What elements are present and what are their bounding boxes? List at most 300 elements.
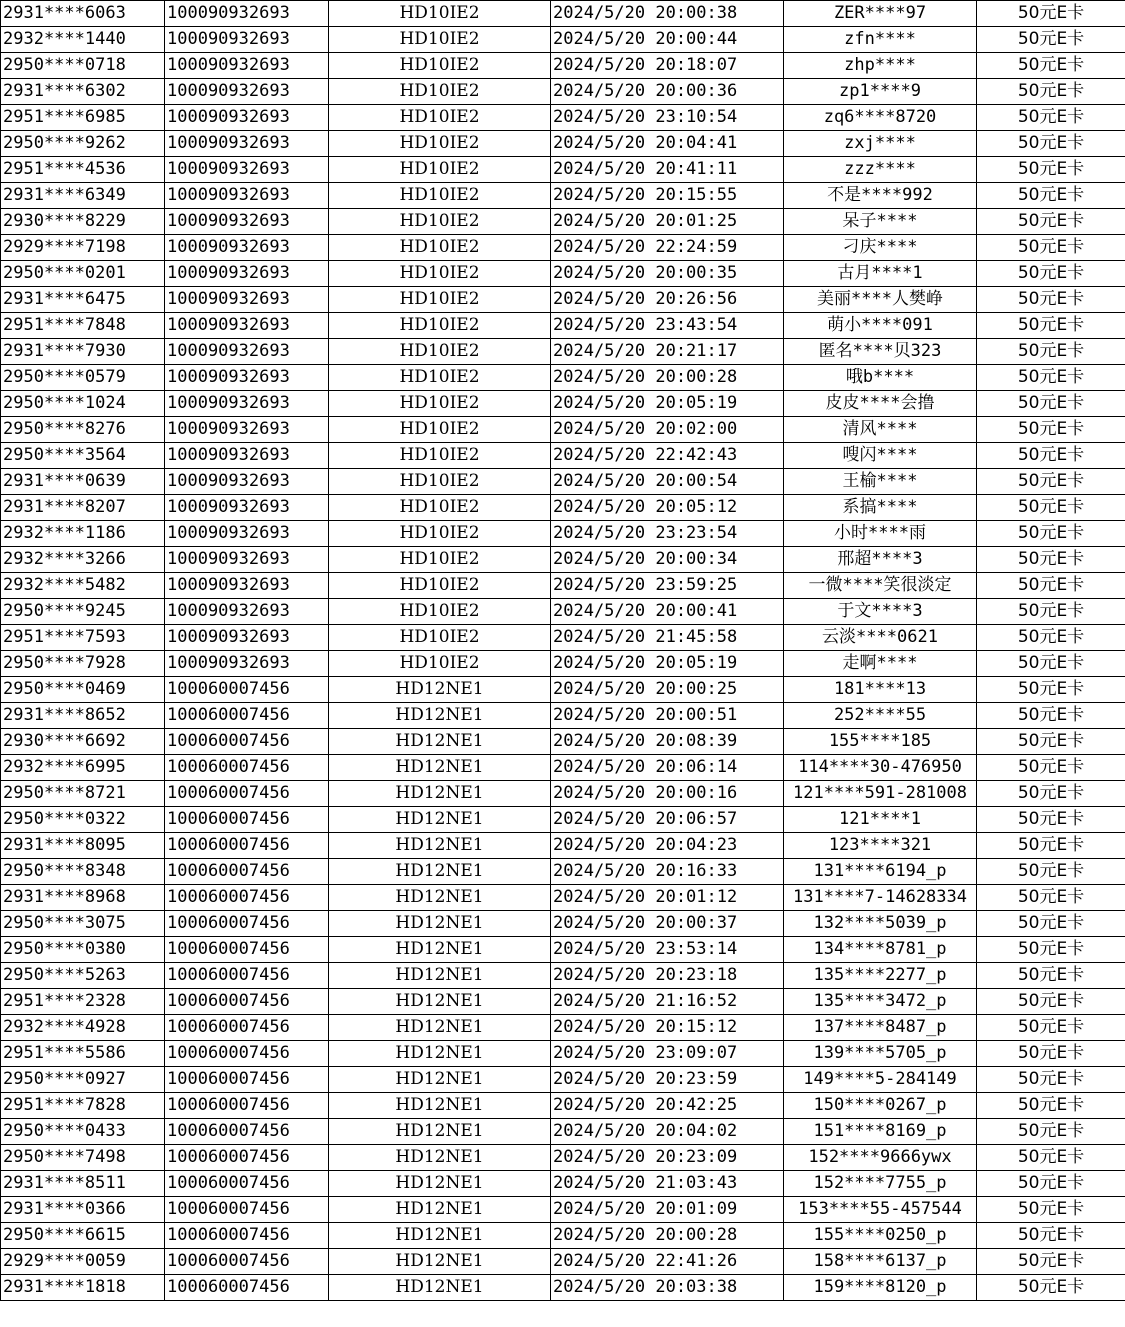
code-cell: HD10IE2 bbox=[329, 105, 551, 131]
table-row bbox=[1, 183, 1125, 209]
phone-cell: 2931****6063 bbox=[1, 1, 165, 27]
table-row bbox=[1, 781, 1125, 807]
prize-cell: 50元E卡 bbox=[977, 729, 1125, 755]
table-row bbox=[1, 469, 1125, 495]
phone-cell: 2931****8652 bbox=[1, 703, 165, 729]
nickname-cell: 158****6137_p bbox=[784, 1249, 977, 1275]
prize-cell: 50元E卡 bbox=[977, 391, 1125, 417]
order-id-cell: 100060007456 bbox=[165, 729, 329, 755]
prize-cell: 50元E卡 bbox=[977, 1, 1125, 27]
time-cell: 2024/5/20 20:21:17 bbox=[551, 339, 784, 365]
nickname-cell: 一微****笑很淡定 bbox=[784, 573, 977, 599]
table-row bbox=[1, 1249, 1125, 1275]
phone-cell: 2950****7928 bbox=[1, 651, 165, 677]
code-cell: HD12NE1 bbox=[329, 859, 551, 885]
prize-cell: 50元E卡 bbox=[977, 937, 1125, 963]
phone-cell: 2929****7198 bbox=[1, 235, 165, 261]
prize-cell: 50元E卡 bbox=[977, 79, 1125, 105]
time-cell: 2024/5/20 20:00:25 bbox=[551, 677, 784, 703]
time-cell: 2024/5/20 20:00:28 bbox=[551, 1223, 784, 1249]
nickname-cell: zp1****9 bbox=[784, 79, 977, 105]
nickname-cell: 刁庆**** bbox=[784, 235, 977, 261]
nickname-cell: 清风**** bbox=[784, 417, 977, 443]
prize-cell: 50元E卡 bbox=[977, 209, 1125, 235]
time-cell: 2024/5/20 20:02:00 bbox=[551, 417, 784, 443]
prize-cell: 50元E卡 bbox=[977, 287, 1125, 313]
order-id-cell: 100090932693 bbox=[165, 79, 329, 105]
time-cell: 2024/5/20 23:43:54 bbox=[551, 313, 784, 339]
phone-cell: 2951****7593 bbox=[1, 625, 165, 651]
table-row bbox=[1, 1015, 1125, 1041]
nickname-cell: 于文****3 bbox=[784, 599, 977, 625]
code-cell: HD12NE1 bbox=[329, 1197, 551, 1223]
prize-cell: 50元E卡 bbox=[977, 1249, 1125, 1275]
time-cell: 2024/5/20 22:41:26 bbox=[551, 1249, 784, 1275]
order-id-cell: 100090932693 bbox=[165, 417, 329, 443]
order-id-cell: 100060007456 bbox=[165, 1041, 329, 1067]
phone-cell: 2950****0201 bbox=[1, 261, 165, 287]
nickname-cell: 美丽****人樊峥 bbox=[784, 287, 977, 313]
table-row bbox=[1, 833, 1125, 859]
time-cell: 2024/5/20 20:00:36 bbox=[551, 79, 784, 105]
code-cell: HD10IE2 bbox=[329, 339, 551, 365]
code-cell: HD12NE1 bbox=[329, 1067, 551, 1093]
table-row bbox=[1, 313, 1125, 339]
prize-cell: 50元E卡 bbox=[977, 1275, 1125, 1301]
order-id-cell: 100090932693 bbox=[165, 235, 329, 261]
order-id-cell: 100090932693 bbox=[165, 131, 329, 157]
prize-cell: 50元E卡 bbox=[977, 157, 1125, 183]
time-cell: 2024/5/20 20:05:12 bbox=[551, 495, 784, 521]
prize-cell: 50元E卡 bbox=[977, 1015, 1125, 1041]
prize-cell: 50元E卡 bbox=[977, 885, 1125, 911]
prize-cell: 50元E卡 bbox=[977, 1197, 1125, 1223]
table-row bbox=[1, 27, 1125, 53]
time-cell: 2024/5/20 20:06:14 bbox=[551, 755, 784, 781]
prize-cell: 50元E卡 bbox=[977, 495, 1125, 521]
time-cell: 2024/5/20 20:00:35 bbox=[551, 261, 784, 287]
nickname-cell: ZER****97 bbox=[784, 1, 977, 27]
table-row bbox=[1, 105, 1125, 131]
code-cell: HD12NE1 bbox=[329, 781, 551, 807]
phone-cell: 2932****6995 bbox=[1, 755, 165, 781]
table-row bbox=[1, 599, 1125, 625]
nickname-cell: 121****1 bbox=[784, 807, 977, 833]
order-id-cell: 100060007456 bbox=[165, 755, 329, 781]
phone-cell: 2932****1186 bbox=[1, 521, 165, 547]
order-id-cell: 100090932693 bbox=[165, 443, 329, 469]
order-id-cell: 100090932693 bbox=[165, 339, 329, 365]
nickname-cell: 252****55 bbox=[784, 703, 977, 729]
phone-cell: 2951****7828 bbox=[1, 1093, 165, 1119]
code-cell: HD12NE1 bbox=[329, 833, 551, 859]
prize-cell: 50元E卡 bbox=[977, 443, 1125, 469]
code-cell: HD12NE1 bbox=[329, 963, 551, 989]
phone-cell: 2950****3564 bbox=[1, 443, 165, 469]
nickname-cell: 不是****992 bbox=[784, 183, 977, 209]
phone-cell: 2950****1024 bbox=[1, 391, 165, 417]
time-cell: 2024/5/20 22:24:59 bbox=[551, 235, 784, 261]
prize-cell: 50元E卡 bbox=[977, 599, 1125, 625]
prize-cell: 50元E卡 bbox=[977, 859, 1125, 885]
order-id-cell: 100060007456 bbox=[165, 1093, 329, 1119]
code-cell: HD10IE2 bbox=[329, 521, 551, 547]
code-cell: HD10IE2 bbox=[329, 651, 551, 677]
nickname-cell: 155****185 bbox=[784, 729, 977, 755]
phone-cell: 2950****0718 bbox=[1, 53, 165, 79]
phone-cell: 2950****8721 bbox=[1, 781, 165, 807]
prize-cell: 50元E卡 bbox=[977, 521, 1125, 547]
table-row bbox=[1, 677, 1125, 703]
nickname-cell: 匿名****贝323 bbox=[784, 339, 977, 365]
table-row bbox=[1, 79, 1125, 105]
nickname-cell: 皮皮****会撸 bbox=[784, 391, 977, 417]
nickname-cell: zq6****8720 bbox=[784, 105, 977, 131]
prize-cell: 50元E卡 bbox=[977, 807, 1125, 833]
time-cell: 2024/5/20 20:03:38 bbox=[551, 1275, 784, 1301]
phone-cell: 2931****6302 bbox=[1, 79, 165, 105]
prize-cell: 50元E卡 bbox=[977, 963, 1125, 989]
time-cell: 2024/5/20 20:04:23 bbox=[551, 833, 784, 859]
order-id-cell: 100090932693 bbox=[165, 651, 329, 677]
time-cell: 2024/5/20 20:05:19 bbox=[551, 391, 784, 417]
nickname-cell: zhp**** bbox=[784, 53, 977, 79]
table-row bbox=[1, 521, 1125, 547]
phone-cell: 2932****1440 bbox=[1, 27, 165, 53]
nickname-cell: 135****3472_p bbox=[784, 989, 977, 1015]
code-cell: HD10IE2 bbox=[329, 79, 551, 105]
table-row bbox=[1, 1119, 1125, 1145]
nickname-cell: 137****8487_p bbox=[784, 1015, 977, 1041]
table-row bbox=[1, 573, 1125, 599]
time-cell: 2024/5/20 20:00:51 bbox=[551, 703, 784, 729]
table-row bbox=[1, 365, 1125, 391]
code-cell: HD12NE1 bbox=[329, 1275, 551, 1301]
time-cell: 2024/5/20 22:42:43 bbox=[551, 443, 784, 469]
code-cell: HD10IE2 bbox=[329, 495, 551, 521]
prize-cell: 50元E卡 bbox=[977, 183, 1125, 209]
phone-cell: 2930****8229 bbox=[1, 209, 165, 235]
order-id-cell: 100060007456 bbox=[165, 911, 329, 937]
time-cell: 2024/5/20 23:53:14 bbox=[551, 937, 784, 963]
code-cell: HD10IE2 bbox=[329, 131, 551, 157]
prize-cell: 50元E卡 bbox=[977, 547, 1125, 573]
phone-cell: 2951****4536 bbox=[1, 157, 165, 183]
table-row bbox=[1, 703, 1125, 729]
code-cell: HD10IE2 bbox=[329, 209, 551, 235]
time-cell: 2024/5/20 20:00:34 bbox=[551, 547, 784, 573]
table-row bbox=[1, 235, 1125, 261]
time-cell: 2024/5/20 20:08:39 bbox=[551, 729, 784, 755]
time-cell: 2024/5/20 20:04:02 bbox=[551, 1119, 784, 1145]
order-id-cell: 100090932693 bbox=[165, 573, 329, 599]
nickname-cell: 123****321 bbox=[784, 833, 977, 859]
time-cell: 2024/5/20 20:00:38 bbox=[551, 1, 784, 27]
order-id-cell: 100090932693 bbox=[165, 469, 329, 495]
phone-cell: 2931****6475 bbox=[1, 287, 165, 313]
nickname-cell: 哦b**** bbox=[784, 365, 977, 391]
phone-cell: 2950****0927 bbox=[1, 1067, 165, 1093]
order-id-cell: 100090932693 bbox=[165, 105, 329, 131]
time-cell: 2024/5/20 23:59:25 bbox=[551, 573, 784, 599]
nickname-cell: 114****30-476950 bbox=[784, 755, 977, 781]
order-id-cell: 100060007456 bbox=[165, 1067, 329, 1093]
code-cell: HD10IE2 bbox=[329, 27, 551, 53]
time-cell: 2024/5/20 20:01:09 bbox=[551, 1197, 784, 1223]
order-id-cell: 100060007456 bbox=[165, 885, 329, 911]
order-id-cell: 100060007456 bbox=[165, 989, 329, 1015]
time-cell: 2024/5/20 20:26:56 bbox=[551, 287, 784, 313]
code-cell: HD12NE1 bbox=[329, 1223, 551, 1249]
nickname-cell: 萌小****091 bbox=[784, 313, 977, 339]
table-row bbox=[1, 1041, 1125, 1067]
phone-cell: 2930****6692 bbox=[1, 729, 165, 755]
table-row bbox=[1, 131, 1125, 157]
time-cell: 2024/5/20 23:09:07 bbox=[551, 1041, 784, 1067]
phone-cell: 2950****0380 bbox=[1, 937, 165, 963]
table-row bbox=[1, 859, 1125, 885]
phone-cell: 2932****5482 bbox=[1, 573, 165, 599]
phone-cell: 2931****0639 bbox=[1, 469, 165, 495]
prize-cell: 50元E卡 bbox=[977, 625, 1125, 651]
order-id-cell: 100060007456 bbox=[165, 963, 329, 989]
time-cell: 2024/5/20 21:03:43 bbox=[551, 1171, 784, 1197]
prize-cell: 50元E卡 bbox=[977, 313, 1125, 339]
nickname-cell: 121****591-281008 bbox=[784, 781, 977, 807]
order-id-cell: 100060007456 bbox=[165, 1119, 329, 1145]
time-cell: 2024/5/20 20:16:33 bbox=[551, 859, 784, 885]
code-cell: HD10IE2 bbox=[329, 157, 551, 183]
prize-cell: 50元E卡 bbox=[977, 989, 1125, 1015]
nickname-cell: 邢超****3 bbox=[784, 547, 977, 573]
order-id-cell: 100060007456 bbox=[165, 1249, 329, 1275]
table-row bbox=[1, 287, 1125, 313]
prize-cell: 50元E卡 bbox=[977, 573, 1125, 599]
code-cell: HD10IE2 bbox=[329, 469, 551, 495]
code-cell: HD10IE2 bbox=[329, 261, 551, 287]
table-row bbox=[1, 755, 1125, 781]
order-id-cell: 100060007456 bbox=[165, 807, 329, 833]
phone-cell: 2950****0579 bbox=[1, 365, 165, 391]
time-cell: 2024/5/20 20:18:07 bbox=[551, 53, 784, 79]
order-id-cell: 100090932693 bbox=[165, 599, 329, 625]
phone-cell: 2950****0322 bbox=[1, 807, 165, 833]
phone-cell: 2950****3075 bbox=[1, 911, 165, 937]
order-id-cell: 100090932693 bbox=[165, 53, 329, 79]
time-cell: 2024/5/20 23:23:54 bbox=[551, 521, 784, 547]
table-row bbox=[1, 53, 1125, 79]
table-row bbox=[1, 417, 1125, 443]
prize-cell: 50元E卡 bbox=[977, 1119, 1125, 1145]
phone-cell: 2931****1818 bbox=[1, 1275, 165, 1301]
prize-cell: 50元E卡 bbox=[977, 235, 1125, 261]
time-cell: 2024/5/20 23:10:54 bbox=[551, 105, 784, 131]
code-cell: HD10IE2 bbox=[329, 625, 551, 651]
nickname-cell: 134****8781_p bbox=[784, 937, 977, 963]
order-id-cell: 100060007456 bbox=[165, 703, 329, 729]
nickname-cell: 181****13 bbox=[784, 677, 977, 703]
nickname-cell: 152****9666ywx bbox=[784, 1145, 977, 1171]
nickname-cell: 云淡****0621 bbox=[784, 625, 977, 651]
table-row bbox=[1, 1093, 1125, 1119]
order-id-cell: 100090932693 bbox=[165, 157, 329, 183]
phone-cell: 2929****0059 bbox=[1, 1249, 165, 1275]
nickname-cell: 古月****1 bbox=[784, 261, 977, 287]
time-cell: 2024/5/20 20:42:25 bbox=[551, 1093, 784, 1119]
nickname-cell: 小时****雨 bbox=[784, 521, 977, 547]
order-id-cell: 100090932693 bbox=[165, 521, 329, 547]
prize-cell: 50元E卡 bbox=[977, 53, 1125, 79]
code-cell: HD10IE2 bbox=[329, 313, 551, 339]
prize-cell: 50元E卡 bbox=[977, 755, 1125, 781]
prize-cell: 50元E卡 bbox=[977, 911, 1125, 937]
code-cell: HD12NE1 bbox=[329, 677, 551, 703]
nickname-cell: 139****5705_p bbox=[784, 1041, 977, 1067]
table-row bbox=[1, 157, 1125, 183]
code-cell: HD12NE1 bbox=[329, 1041, 551, 1067]
nickname-cell: 149****5-284149 bbox=[784, 1067, 977, 1093]
phone-cell: 2951****5586 bbox=[1, 1041, 165, 1067]
nickname-cell: zfn**** bbox=[784, 27, 977, 53]
code-cell: HD12NE1 bbox=[329, 1145, 551, 1171]
order-id-cell: 100090932693 bbox=[165, 313, 329, 339]
table-row bbox=[1, 261, 1125, 287]
order-id-cell: 100090932693 bbox=[165, 365, 329, 391]
prize-cell: 50元E卡 bbox=[977, 1041, 1125, 1067]
prize-cell: 50元E卡 bbox=[977, 365, 1125, 391]
table-row bbox=[1, 885, 1125, 911]
time-cell: 2024/5/20 20:00:54 bbox=[551, 469, 784, 495]
table-row bbox=[1, 807, 1125, 833]
order-id-cell: 100060007456 bbox=[165, 937, 329, 963]
table-row bbox=[1, 625, 1125, 651]
order-id-cell: 100060007456 bbox=[165, 859, 329, 885]
code-cell: HD12NE1 bbox=[329, 807, 551, 833]
code-cell: HD10IE2 bbox=[329, 599, 551, 625]
order-id-cell: 100060007456 bbox=[165, 1197, 329, 1223]
time-cell: 2024/5/20 20:01:12 bbox=[551, 885, 784, 911]
phone-cell: 2931****6349 bbox=[1, 183, 165, 209]
order-id-cell: 100090932693 bbox=[165, 1, 329, 27]
table-body bbox=[1, 1, 1125, 1301]
code-cell: HD12NE1 bbox=[329, 1015, 551, 1041]
phone-cell: 2931****8207 bbox=[1, 495, 165, 521]
table-row bbox=[1, 989, 1125, 1015]
nickname-cell: 呆子**** bbox=[784, 209, 977, 235]
phone-cell: 2932****4928 bbox=[1, 1015, 165, 1041]
phone-cell: 2951****7848 bbox=[1, 313, 165, 339]
table-row bbox=[1, 1, 1125, 27]
order-id-cell: 100090932693 bbox=[165, 27, 329, 53]
prize-cell: 50元E卡 bbox=[977, 105, 1125, 131]
time-cell: 2024/5/20 20:05:19 bbox=[551, 651, 784, 677]
time-cell: 2024/5/20 20:06:57 bbox=[551, 807, 784, 833]
phone-cell: 2931****8095 bbox=[1, 833, 165, 859]
time-cell: 2024/5/20 20:00:41 bbox=[551, 599, 784, 625]
prize-cell: 50元E卡 bbox=[977, 677, 1125, 703]
order-id-cell: 100090932693 bbox=[165, 495, 329, 521]
nickname-cell: zzz**** bbox=[784, 157, 977, 183]
order-id-cell: 100060007456 bbox=[165, 1145, 329, 1171]
table-row bbox=[1, 963, 1125, 989]
prize-cell: 50元E卡 bbox=[977, 27, 1125, 53]
prize-cell: 50元E卡 bbox=[977, 651, 1125, 677]
table-row bbox=[1, 937, 1125, 963]
time-cell: 2024/5/20 20:00:37 bbox=[551, 911, 784, 937]
time-cell: 2024/5/20 20:00:28 bbox=[551, 365, 784, 391]
phone-cell: 2951****2328 bbox=[1, 989, 165, 1015]
table-row bbox=[1, 651, 1125, 677]
code-cell: HD10IE2 bbox=[329, 235, 551, 261]
time-cell: 2024/5/20 21:45:58 bbox=[551, 625, 784, 651]
phone-cell: 2931****0366 bbox=[1, 1197, 165, 1223]
order-id-cell: 100090932693 bbox=[165, 261, 329, 287]
table-row bbox=[1, 1145, 1125, 1171]
phone-cell: 2931****8968 bbox=[1, 885, 165, 911]
code-cell: HD10IE2 bbox=[329, 391, 551, 417]
code-cell: HD12NE1 bbox=[329, 1119, 551, 1145]
prize-cell: 50元E卡 bbox=[977, 261, 1125, 287]
table-row bbox=[1, 1197, 1125, 1223]
table-row bbox=[1, 209, 1125, 235]
time-cell: 2024/5/20 20:00:44 bbox=[551, 27, 784, 53]
order-id-cell: 100060007456 bbox=[165, 677, 329, 703]
phone-cell: 2950****0433 bbox=[1, 1119, 165, 1145]
time-cell: 2024/5/20 21:16:52 bbox=[551, 989, 784, 1015]
order-id-cell: 100060007456 bbox=[165, 833, 329, 859]
code-cell: HD12NE1 bbox=[329, 703, 551, 729]
prize-cell: 50元E卡 bbox=[977, 417, 1125, 443]
table-row bbox=[1, 729, 1125, 755]
nickname-cell: 嗖闪**** bbox=[784, 443, 977, 469]
code-cell: HD12NE1 bbox=[329, 937, 551, 963]
code-cell: HD12NE1 bbox=[329, 911, 551, 937]
order-id-cell: 100090932693 bbox=[165, 209, 329, 235]
prize-cell: 50元E卡 bbox=[977, 131, 1125, 157]
nickname-cell: 王榆**** bbox=[784, 469, 977, 495]
time-cell: 2024/5/20 20:15:55 bbox=[551, 183, 784, 209]
table-row bbox=[1, 1171, 1125, 1197]
phone-cell: 2931****7930 bbox=[1, 339, 165, 365]
order-id-cell: 100060007456 bbox=[165, 781, 329, 807]
code-cell: HD12NE1 bbox=[329, 885, 551, 911]
table-row bbox=[1, 911, 1125, 937]
prize-cell: 50元E卡 bbox=[977, 1171, 1125, 1197]
prize-cell: 50元E卡 bbox=[977, 781, 1125, 807]
phone-cell: 2950****8276 bbox=[1, 417, 165, 443]
code-cell: HD10IE2 bbox=[329, 547, 551, 573]
table-row bbox=[1, 547, 1125, 573]
code-cell: HD10IE2 bbox=[329, 573, 551, 599]
nickname-cell: 走啊**** bbox=[784, 651, 977, 677]
prize-cell: 50元E卡 bbox=[977, 469, 1125, 495]
order-id-cell: 100060007456 bbox=[165, 1223, 329, 1249]
phone-cell: 2950****7498 bbox=[1, 1145, 165, 1171]
nickname-cell: 155****0250_p bbox=[784, 1223, 977, 1249]
prize-cell: 50元E卡 bbox=[977, 339, 1125, 365]
table-row bbox=[1, 495, 1125, 521]
phone-cell: 2950****6615 bbox=[1, 1223, 165, 1249]
code-cell: HD10IE2 bbox=[329, 53, 551, 79]
order-id-cell: 100060007456 bbox=[165, 1275, 329, 1301]
phone-cell: 2950****9245 bbox=[1, 599, 165, 625]
code-cell: HD12NE1 bbox=[329, 729, 551, 755]
phone-cell: 2931****8511 bbox=[1, 1171, 165, 1197]
code-cell: HD12NE1 bbox=[329, 755, 551, 781]
time-cell: 2024/5/20 20:23:09 bbox=[551, 1145, 784, 1171]
prize-cell: 50元E卡 bbox=[977, 1093, 1125, 1119]
time-cell: 2024/5/20 20:23:59 bbox=[551, 1067, 784, 1093]
